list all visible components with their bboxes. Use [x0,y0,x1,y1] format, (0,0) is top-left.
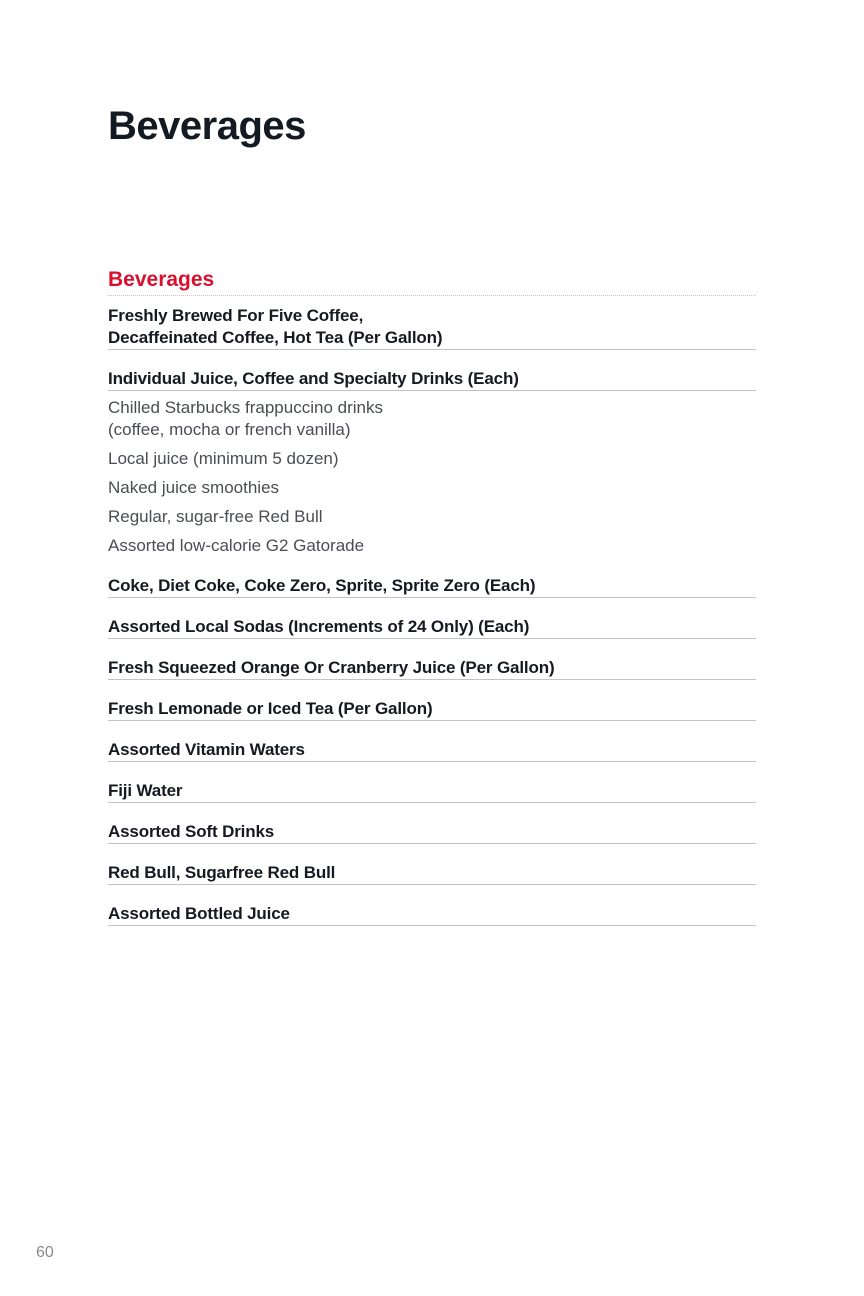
menu-item-title: Fiji Water [108,780,756,803]
menu-item-title [108,305,756,350]
menu-sub-item: Naked juice smoothies [108,478,280,497]
menu-sub-item [108,397,756,441]
menu-item-title: Fresh Lemonade or Iced Tea (Per Gallon) [108,698,756,721]
menu-item [108,903,756,926]
menu-item-title: Assorted Local Sodas (Increments of 24 Only) (Each) [108,616,756,639]
menu-item [108,862,756,885]
menu-item [108,575,756,598]
menu-item-title: Fresh Squeezed Orange Or Cranberry Juice (Per Gallon) [108,657,756,680]
menu-item-title: Assorted Vitamin Waters [108,739,756,762]
beverages-menu [108,266,756,944]
menu-item-brewed-coffee [108,305,756,350]
section-title: Beverages [108,266,756,296]
menu-item-title: Coke, Diet Coke, Coke Zero, Sprite, Sprite Zero (Each) [108,575,756,598]
menu-item-title: Assorted Bottled Juice [108,903,756,926]
page-number: 60 [36,1244,54,1261]
menu-item-title: Individual Juice, Coffee and Specialty Drinks (Each) [108,368,756,391]
menu-item-title-line: Decaffeinated Coffee, Hot Tea (Per Gallon) [108,328,443,347]
menu-sub-item: Local juice (minimum 5 dozen) [108,449,339,468]
menu-item-title: Red Bull, Sugarfree Red Bull [108,862,756,885]
menu-item [108,739,756,762]
menu-item [108,780,756,803]
menu-item [108,616,756,639]
menu-sub-item-line: (coffee, mocha or french vanilla) [108,420,351,439]
menu-sub-item: Regular, sugar-free Red Bull [108,507,323,526]
menu-item-title: Assorted Soft Drinks [108,821,756,844]
menu-sub-list [108,397,756,557]
menu-item [108,657,756,680]
menu-item-title-line: Freshly Brewed For Five Coffee, [108,306,364,325]
page-title: Beverages [108,104,306,148]
menu-sub-item: Assorted low-calorie G2 Gatorade [108,536,365,555]
menu-item [108,698,756,721]
menu-item-individual-drinks [108,368,756,557]
menu-sub-item-line: Chilled Starbucks frappuccino drinks [108,398,383,417]
menu-item [108,821,756,844]
